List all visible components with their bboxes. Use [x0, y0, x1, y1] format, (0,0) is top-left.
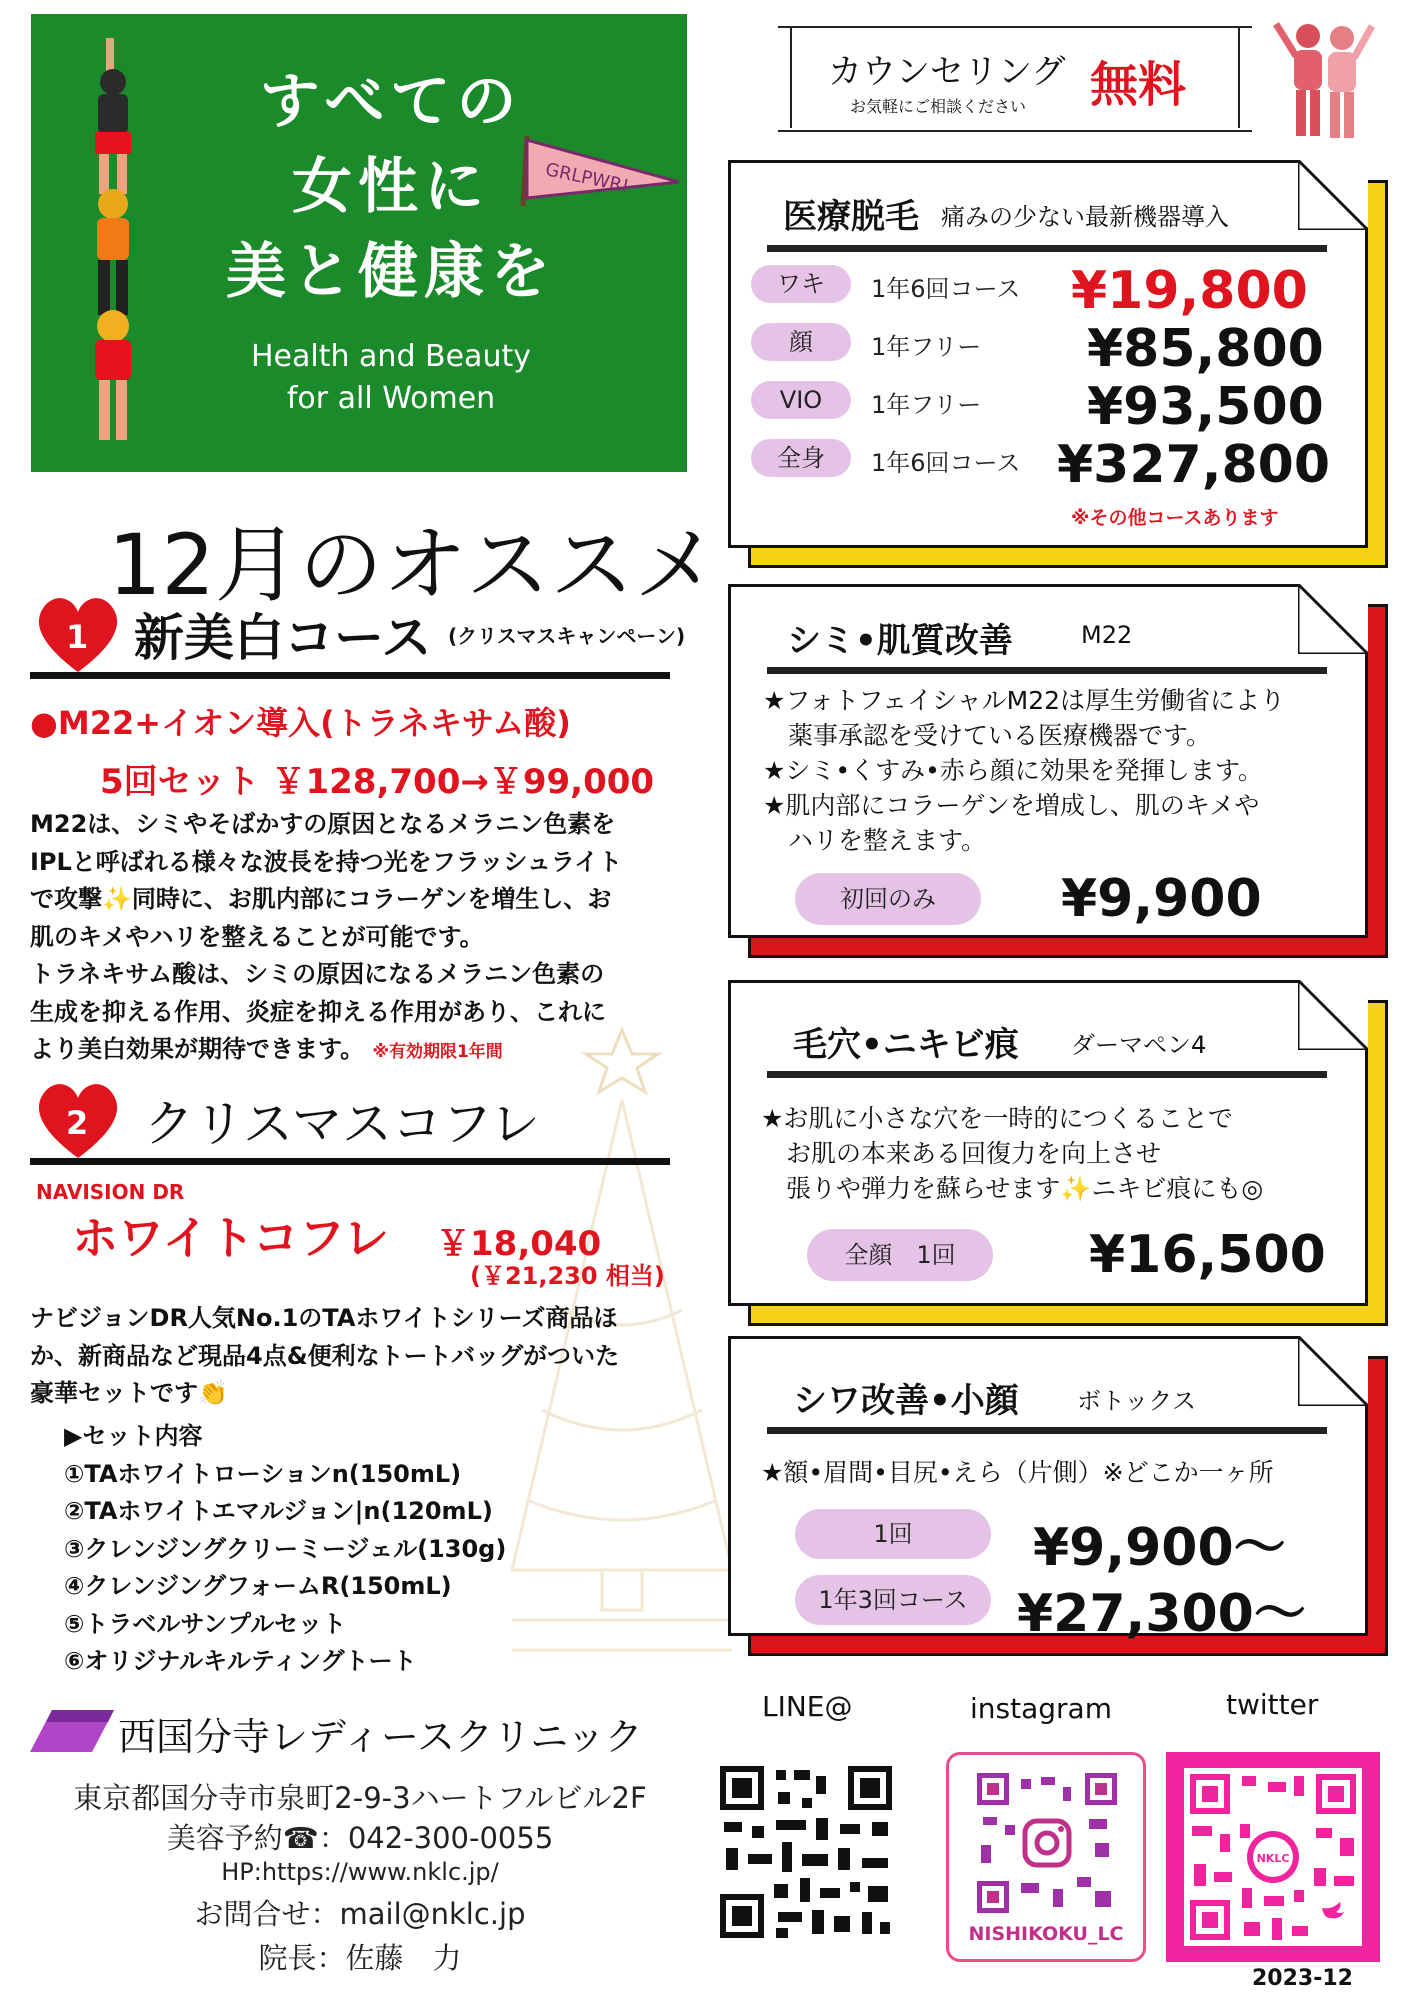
- clinic-name: 西国分寺レディースクリニック: [118, 1715, 643, 1759]
- description-line: 張りや弾力を蘇らせます✨ニキビ痕にも◎: [761, 1174, 1264, 1203]
- hero-title-line2: 女性に: [292, 152, 490, 222]
- card-rule: [767, 667, 1327, 674]
- clinic-address: 東京都国分寺市泉町2-9-3ハートフルビル2F: [73, 1781, 647, 1815]
- set-heading: ▶セット内容: [64, 1422, 203, 1450]
- item2-body-line: ナビジョンDR人気No.1のTAホワイトシリーズ商品ほ: [30, 1304, 618, 1332]
- line-label: LINE@: [762, 1690, 853, 1723]
- area-pill: VIO: [751, 381, 851, 419]
- clinic-director: 院長：佐藤 力: [258, 1941, 462, 1975]
- stacked-women-illustration: [73, 34, 153, 454]
- clinic-hp: HP:https://www.nklc.jp/: [221, 1858, 499, 1886]
- twitter-label: twitter: [1226, 1688, 1319, 1721]
- set-item: ④クレンジングフォームR(150mL): [64, 1572, 452, 1600]
- item1-body-line: 生成を抑える作用、炎症を抑える作用があり、これに: [30, 997, 606, 1026]
- set-item: ②TAホワイトエマルジョン|n(120mL): [64, 1497, 493, 1525]
- card-rule: [767, 245, 1327, 252]
- offer-pill: 1年3回コース: [795, 1575, 991, 1625]
- pores-card: [728, 980, 1368, 1306]
- item2-equiv: (￥21,230 相当): [470, 1262, 665, 1290]
- heart-icon: [30, 1076, 126, 1162]
- item1-set-price: 5回セット ￥128,700→￥99,000: [100, 762, 655, 802]
- hair-removal-card: [728, 160, 1368, 548]
- folded-corner-icon: [1298, 1336, 1368, 1406]
- price: ¥327,800: [1057, 435, 1331, 495]
- hero-title-line3: 美と健康を: [226, 237, 556, 307]
- card-rule: [767, 1071, 1327, 1078]
- offer-pill: 初回のみ: [795, 873, 981, 925]
- description-line: ★フォトフェイシャルM22は厚生労働省により: [763, 686, 1286, 715]
- card-note: ※その他コースあります: [1071, 507, 1279, 529]
- description-line: 薬事承認を受けている医療機器です。: [763, 721, 1212, 750]
- card-subtitle: ダーマペン4: [1071, 1031, 1207, 1059]
- price: ¥85,800: [1087, 319, 1324, 379]
- instagram-qr-card[interactable]: [946, 1752, 1146, 1962]
- course-label: 1年フリー: [871, 333, 982, 361]
- clinic-logo-icon: [30, 1710, 115, 1752]
- item1-body-line: M22は、シミやそばかすの原因となるメラニン色素を: [30, 810, 616, 838]
- hero-subtitle-line1: Health and Beauty: [251, 339, 531, 374]
- folded-corner-icon: [1298, 160, 1368, 230]
- item2-title: クリスマスコフレ: [144, 1095, 540, 1153]
- pennant-flag-icon: [519, 126, 689, 216]
- price: ¥27,300〜: [1017, 1584, 1306, 1644]
- twitter-qr-code: [1184, 1768, 1362, 1946]
- issue-date: 2023-12: [1252, 1966, 1353, 1991]
- item2-product: ホワイトコフレ: [72, 1211, 389, 1265]
- item1-body-line: で攻撃✨同時に、お肌内部にコラーゲンを増生し、お: [30, 885, 612, 913]
- counseling-label: カウンセリング: [828, 52, 1066, 92]
- women-duo-icon: [1268, 16, 1378, 141]
- clinic-mail: お問合せ：mail@nklc.jp: [194, 1897, 526, 1931]
- set-item: ⑤トラベルサンプルセット: [64, 1609, 347, 1638]
- item2-body-line: か、新商品など現品4点&便利なトートバッグがついた: [30, 1341, 620, 1370]
- item2-brand: NAVISION DR: [36, 1180, 185, 1204]
- folded-corner-icon: [1298, 980, 1368, 1050]
- card-title: 医療脱毛: [783, 197, 919, 237]
- heart-number: 1: [66, 618, 89, 656]
- item1-rule: [30, 672, 670, 679]
- description-line: ★お肌に小さな穴を一時的につくることで: [761, 1104, 1233, 1133]
- instagram-qr-code: [977, 1773, 1117, 1913]
- hero-banner: [31, 14, 687, 472]
- item1-campaign: (クリスマスキャンペーン): [448, 624, 686, 648]
- wrinkles-card: [728, 1336, 1368, 1644]
- item1-body-line: トラネキサム酸は、シミの原因になるメラニン色素の: [30, 960, 605, 988]
- line-qr-code[interactable]: [716, 1762, 896, 1942]
- twitter-badge-text: NKLC: [1256, 1852, 1290, 1865]
- card-rule: [767, 1427, 1327, 1434]
- hero-title-line1: すべての: [259, 67, 523, 137]
- card-subtitle: 痛みの少ない最新機器導入: [941, 203, 1229, 231]
- area-pill: 顔: [751, 323, 851, 361]
- item1-note: ※有効期限1年間: [372, 1042, 503, 1062]
- counseling-free: 無料: [1090, 57, 1187, 113]
- card-subtitle: ボトックス: [1077, 1387, 1197, 1415]
- card-description: [763, 683, 1353, 858]
- description-line: ★肌内部にコラーゲンを増成し、肌のキメや: [763, 791, 1260, 820]
- item2-body: [30, 1300, 690, 1413]
- card-title: 毛穴•ニキビ痕: [793, 1025, 1019, 1065]
- set-item: ⑥オリジナルキルティングトート: [64, 1647, 417, 1675]
- price: ¥9,900: [1061, 869, 1262, 929]
- area-pill: 全身: [751, 439, 851, 477]
- item2-body-line: 豪華セットです👏: [30, 1379, 228, 1407]
- item1-body-line: 肌のキメやハリを整えることが可能です。: [30, 922, 484, 951]
- instagram-label: instagram: [970, 1692, 1112, 1725]
- monthly-heading: 12月のオススメ: [108, 516, 719, 614]
- item1-product: ●M22+イオン導入(トラネキサム酸): [30, 704, 571, 742]
- spots-card: [728, 584, 1368, 938]
- counseling-sub: お気軽にご相談ください: [850, 97, 1027, 116]
- instagram-handle: NISHIKOKU_LC: [968, 1923, 1124, 1945]
- item1-title: 新美白コース: [134, 609, 432, 667]
- heart-number: 2: [66, 1104, 89, 1142]
- area-pill: ワキ: [751, 265, 851, 303]
- offer-pill: 全顔 1回: [807, 1229, 993, 1281]
- heart-icon: [30, 590, 126, 676]
- card-description: ★額•眉間•目尻•えら（片側）※どこか一ヶ所: [761, 1458, 1274, 1487]
- card-title: シワ改善•小顔: [793, 1381, 1019, 1421]
- set-item: ①TAホワイトローションn(150mL): [64, 1459, 462, 1488]
- description-line: ★シミ•くすみ•赤ら顔に効果を発揮します。: [763, 756, 1263, 785]
- price-highlight: ¥19,800: [1071, 261, 1308, 321]
- clinic-info: [30, 1776, 690, 1976]
- folded-corner-icon: [1298, 584, 1368, 654]
- card-description: [761, 1101, 1351, 1206]
- card-title: シミ•肌質改善: [787, 621, 1013, 661]
- course-label: 1年フリー: [871, 391, 982, 419]
- clinic-phone: 美容予約☎：042-300-0055: [166, 1821, 554, 1855]
- item2-rule: [30, 1158, 670, 1165]
- counseling-box: [790, 20, 1240, 135]
- description-line: お肌の本来ある回復力を向上させ: [761, 1139, 1162, 1168]
- description-line: ハリを整えます。: [763, 826, 987, 855]
- item2-price: ￥18,040: [436, 1224, 602, 1264]
- hero-subtitle-line2: for all Women: [286, 381, 496, 416]
- item2-set-list: [64, 1418, 624, 1681]
- twitter-qr-card[interactable]: [1166, 1752, 1380, 1962]
- price: ¥93,500: [1087, 377, 1324, 437]
- item1-body-line: より美白効果が期待できます。: [30, 1035, 365, 1063]
- card-subtitle: M22: [1081, 621, 1133, 649]
- price: ¥16,500: [1089, 1225, 1326, 1285]
- offer-pill: 1回: [795, 1509, 991, 1559]
- course-label: 1年6回コース: [871, 449, 1021, 477]
- course-label: 1年6回コース: [871, 275, 1021, 303]
- price: ¥9,900〜: [1033, 1518, 1286, 1578]
- pennant-text: GRLPWR!: [543, 159, 631, 198]
- set-item: ③クレンジングクリーミージェル(130g): [64, 1534, 507, 1563]
- item1-body-line: IPLと呼ばれる様々な波長を持つ光をフラッシュライト: [30, 847, 623, 876]
